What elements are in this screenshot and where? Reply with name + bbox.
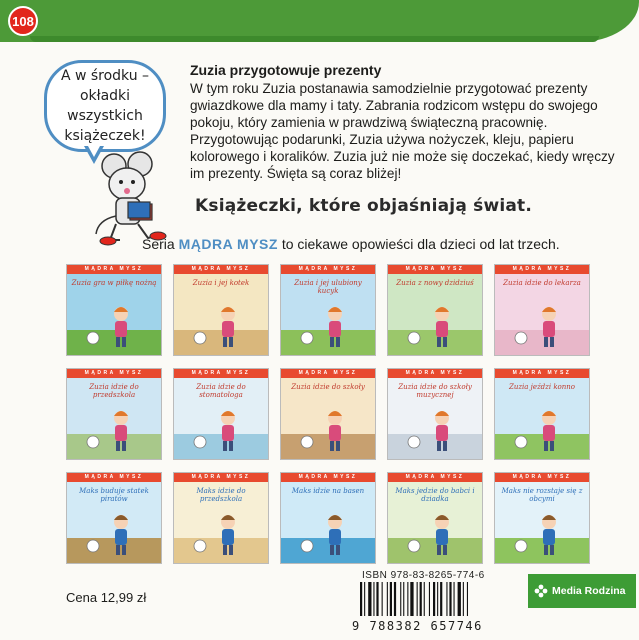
cover-series-band: MĄDRA MYSZ [281,369,375,378]
book-cover [280,368,376,460]
publisher-flower-icon [534,584,548,598]
book-cover [66,472,162,564]
cover-title: Zuzia gra w piłkę nożną [71,279,157,287]
isbn-text: ISBN 978-83-8265-774-6 [362,570,485,581]
cover-series-band: MĄDRA MYSZ [495,473,589,482]
book-cover [280,264,376,356]
cover-title: Zuzia idzie do szkoły muzycznej [398,383,472,399]
cover-series-band: MĄDRA MYSZ [495,369,589,378]
book-covers-grid [66,264,590,564]
series-line [142,236,560,252]
article-body: W tym roku Zuzia postanawia samodzielnie przygotować prezenty gwiazdkowe dla mamy i taty. Zabrania rodzicom wstępu do swojego pokoju, który zamienia w prawdziwą świąteczną pracownię. Przygotowując podarunki, Zuzia używa nożyczek, kleju, papieru kolorowego i koralików. Zuzia już nie może się doczekać, kiedy wręczy im prezenty. Święta są coraz bliżej! [190,81,615,181]
cover-title: Maks jedzie do babci i dziadka [395,487,475,503]
cover-title: Zuzia i jej kotek [192,279,250,287]
article-title: Zuzia przygotowuje prezenty [190,62,382,78]
price [66,590,146,605]
cover-title: Maks nie rozstaje się z obcymi [501,487,583,503]
price-label: Cena [66,590,98,605]
page-number-badge: 108 [8,6,38,36]
cover-series-band: MĄDRA MYSZ [174,473,268,482]
book-cover [66,264,162,356]
cover-title: Zuzia jeździ konno [508,383,576,391]
book-cover [173,472,269,564]
article [190,62,620,182]
cover-series-band: MĄDRA MYSZ [495,265,589,274]
cover-series-band: MĄDRA MYSZ [67,265,161,274]
cover-title: Zuzia idzie do stomatologa [196,383,246,399]
book-cover [66,368,162,460]
cover-title: Maks idzie do przedszkola [196,487,246,503]
cover-series-band: MĄDRA MYSZ [388,473,482,482]
cover-series-band: MĄDRA MYSZ [67,369,161,378]
cover-series-band: MĄDRA MYSZ [388,369,482,378]
publisher-logo [528,574,636,608]
cover-title: Maks buduje statek piratów [79,487,149,503]
book-cover [387,264,483,356]
barcode [356,582,506,618]
slogan-text: Książeczki, które objaśniają świat. [195,196,533,216]
cover-series-band: MĄDRA MYSZ [388,265,482,274]
barcode-digits: 9 788382 657746 [352,619,483,633]
series-brand: MĄDRA MYSZ [178,236,278,252]
cover-series-band: MĄDRA MYSZ [281,265,375,274]
book-cover [173,368,269,460]
book-cover [173,264,269,356]
cover-series-band: MĄDRA MYSZ [67,473,161,482]
cover-title: Zuzia z nowy dzidziuś [396,279,474,287]
series-prefix: Seria [142,236,175,252]
slogan [195,196,532,216]
book-cover [387,472,483,564]
book-cover [387,368,483,460]
series-suffix: to ciekawe opowieści dla dzieci od lat trzech. [281,236,560,252]
speech-bubble-text: A w środku – okładki wszystkich książeczek! [60,68,150,144]
cover-title: Zuzia idzie do lekarza [503,279,581,287]
cover-title: Maks idzie na basen [291,487,365,495]
book-cover [494,472,590,564]
speech-bubble [44,60,166,152]
price-value: 12,99 zł [100,590,147,605]
publisher-name: Media Rodzina [552,585,626,597]
cover-title: Zuzia idzie do szkoły [291,383,365,391]
book-cover [280,472,376,564]
top-green-band [0,0,639,42]
cover-series-band: MĄDRA MYSZ [281,473,375,482]
book-cover [494,368,590,460]
cover-series-band: MĄDRA MYSZ [174,369,268,378]
cover-title: Zuzia i jej ulubiony kucyk [294,279,362,295]
mouse-mascot-illustration [92,150,176,246]
cover-title: Zuzia idzie do przedszkola [89,383,139,399]
cover-series-band: MĄDRA MYSZ [174,265,268,274]
book-cover [494,264,590,356]
